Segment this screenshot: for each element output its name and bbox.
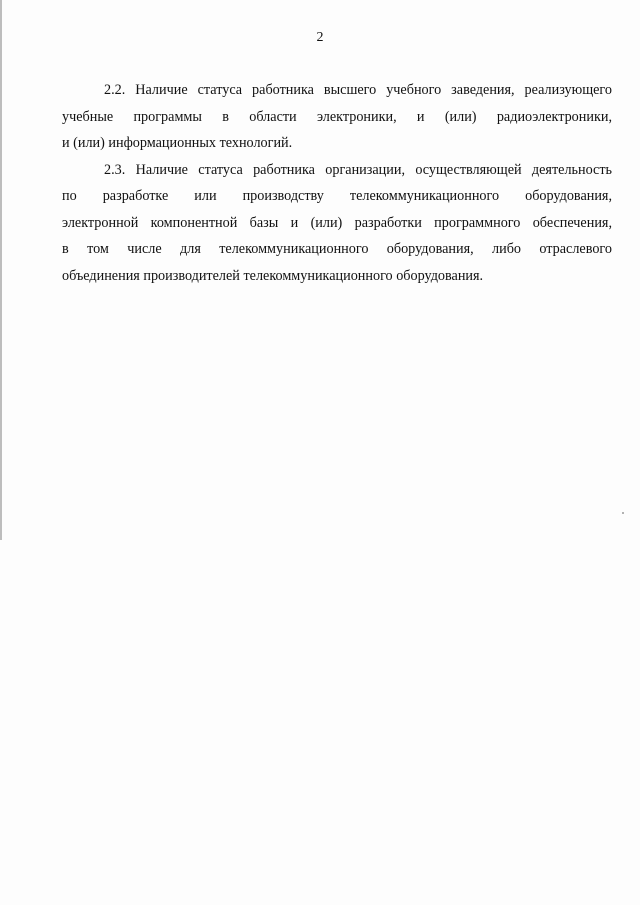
paragraph-line: и (или) информационных технологий. [62, 135, 293, 151]
page-number: 2 [316, 30, 324, 45]
paragraph-line: 2.2. Наличие статуса работника высшего учебного заведения, реализующего [104, 82, 612, 98]
scan-edge [0, 0, 2, 540]
paragraph-2-2 [62, 77, 612, 157]
paragraph-line: по разработке или производству телекоммуникационного оборудования, [62, 188, 612, 204]
paragraph-line: электронной компонентной базы и (или) разработки программного обеспечения, [62, 214, 612, 231]
paragraph-line: объединения производителей телекоммуникационного оборудования. [62, 267, 484, 284]
document-body [62, 77, 612, 289]
paragraph-2-3 [62, 157, 612, 290]
paragraph-line: учебные программы в области электроники, и (или) радиоэлектроники, [62, 108, 612, 125]
scan-speck [622, 512, 624, 514]
paragraph-line: 2.3. Наличие статуса работника организации, осуществляющей деятельность [104, 161, 612, 178]
paragraph-line: в том числе для телекоммуникационного оборудования, либо отраслевого [62, 241, 612, 257]
